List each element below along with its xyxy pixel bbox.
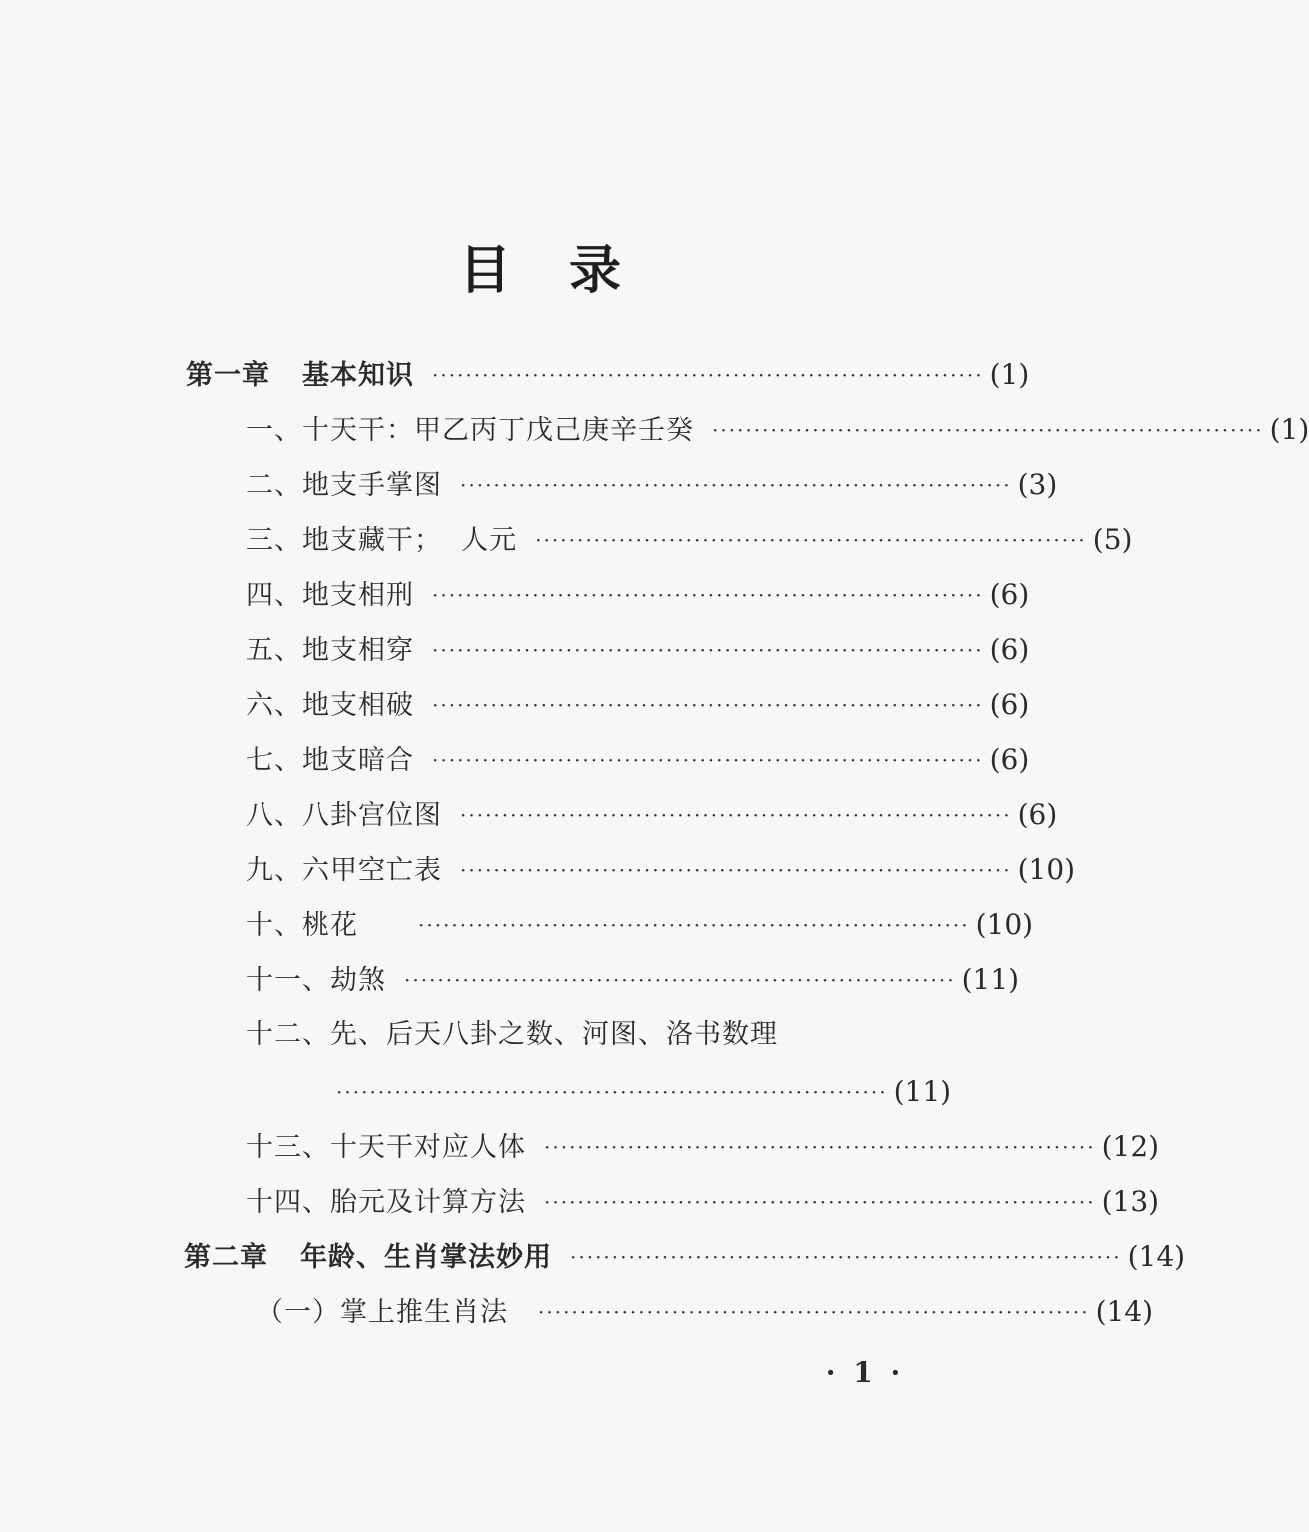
toc-entry[interactable] xyxy=(246,685,1030,725)
dot-leader: ·································································· xyxy=(538,1300,1090,1324)
toc-page-number: (13) xyxy=(1101,1185,1160,1218)
toc-entry-label xyxy=(186,356,414,396)
chapter-title: 基本知识 xyxy=(302,360,414,391)
toc-entry-label: 八、八卦宫位图 xyxy=(246,800,442,831)
toc-entry-label: 三、地支藏干； 人元 xyxy=(246,525,518,556)
toc-page-number: (14) xyxy=(1127,1240,1186,1273)
toc-entry-label: 十二、先、后天八卦之数、河图、洛书数理 xyxy=(246,1019,778,1050)
toc-entry-label: 二、地支手掌图 xyxy=(246,470,442,501)
toc-page-number: (14) xyxy=(1095,1295,1154,1328)
dot-leader: ·································································· xyxy=(432,583,984,607)
toc-entry[interactable] xyxy=(246,960,1020,1000)
toc-entry-label: 一、十天干：甲乙丙丁戊己庚辛壬癸 xyxy=(246,415,694,446)
dot-leader: ·································································· xyxy=(432,693,984,717)
chapter-number: 第二章 xyxy=(184,1242,268,1273)
toc-page-number: (6) xyxy=(1017,798,1058,831)
toc-entry[interactable] xyxy=(246,850,1076,890)
toc-entry-label: 十、桃花 xyxy=(246,910,358,941)
toc-entry-label: 十四、胎元及计算方法 xyxy=(246,1187,526,1218)
toc-entry-label xyxy=(184,1238,552,1278)
dot-leader: ·································································· xyxy=(432,638,984,662)
dot-leader: ·································································· xyxy=(460,858,1012,882)
dot-leader: ·································································· xyxy=(404,968,956,992)
toc-page-number: (10) xyxy=(1017,853,1076,886)
toc-entry-continuation[interactable] xyxy=(336,1072,952,1112)
toc-page-number: (6) xyxy=(989,743,1030,776)
toc-page-number: (12) xyxy=(1101,1130,1160,1163)
toc-entry-label: 五、地支相穿 xyxy=(246,635,414,666)
page-number-footer: · 1 · xyxy=(825,1356,905,1389)
toc-entry[interactable] xyxy=(246,465,1058,505)
dot-leader: ·································································· xyxy=(336,1080,888,1104)
dot-leader: ·································································· xyxy=(544,1135,1096,1159)
dot-leader: ·································································· xyxy=(432,363,984,387)
dot-leader: ·································································· xyxy=(535,528,1087,552)
dot-leader: ·································································· xyxy=(460,473,1012,497)
toc-entry[interactable] xyxy=(246,795,1058,835)
toc-entry-label: 六、地支相破 xyxy=(246,690,414,721)
toc-entry-chapter-1[interactable] xyxy=(186,355,1030,395)
toc-entry[interactable] xyxy=(246,575,1030,615)
chapter-title: 年龄、生肖掌法妙用 xyxy=(300,1242,552,1273)
toc-entry-label: 七、地支暗合 xyxy=(246,745,414,776)
dot-leader: ·································································· xyxy=(460,803,1012,827)
toc-page-number: (3) xyxy=(1017,468,1058,501)
chapter-number: 第一章 xyxy=(186,360,270,391)
dot-leader: ·································································· xyxy=(544,1190,1096,1214)
toc-entry[interactable] xyxy=(256,1292,1154,1332)
toc-page-number: (6) xyxy=(989,633,1030,666)
toc-entry[interactable] xyxy=(246,410,1309,450)
toc-entry-label: 四、地支相刑 xyxy=(246,580,414,611)
toc-page-number: (11) xyxy=(961,963,1020,996)
toc-page-number: (6) xyxy=(989,688,1030,721)
dot-leader: ·································································· xyxy=(418,913,970,937)
toc-page-number: (1) xyxy=(989,358,1030,391)
toc-entry[interactable] xyxy=(246,740,1030,780)
toc-entry-label: 十三、十天干对应人体 xyxy=(246,1132,526,1163)
toc-entry-chapter-2[interactable] xyxy=(184,1237,1186,1277)
toc-entry[interactable] xyxy=(246,905,1034,945)
toc-entry-label: 九、六甲空亡表 xyxy=(246,855,442,886)
dot-leader: ·································································· xyxy=(712,418,1264,442)
toc-entry[interactable] xyxy=(246,1015,918,1055)
toc-entry-label: （一）掌上推生肖法 xyxy=(256,1297,508,1328)
toc-entry[interactable] xyxy=(246,1182,1160,1222)
toc-page-number: (1) xyxy=(1269,413,1309,446)
toc-entry[interactable] xyxy=(246,520,1133,560)
page-title xyxy=(0,228,1080,303)
toc-entry[interactable] xyxy=(246,1127,1160,1167)
title-char-1: 目 xyxy=(458,241,511,301)
dot-leader: ·································································· xyxy=(570,1245,1122,1269)
toc-entry-label: 十一、劫煞 xyxy=(246,965,386,996)
toc-entry[interactable] xyxy=(246,630,1030,670)
title-char-2: 录 xyxy=(569,241,622,301)
toc-page-number: (11) xyxy=(893,1075,952,1108)
toc-page-number: (10) xyxy=(975,908,1034,941)
dot-leader: ·································································· xyxy=(432,748,984,772)
toc-page-number: (6) xyxy=(989,578,1030,611)
toc-page-number: (5) xyxy=(1092,523,1133,556)
